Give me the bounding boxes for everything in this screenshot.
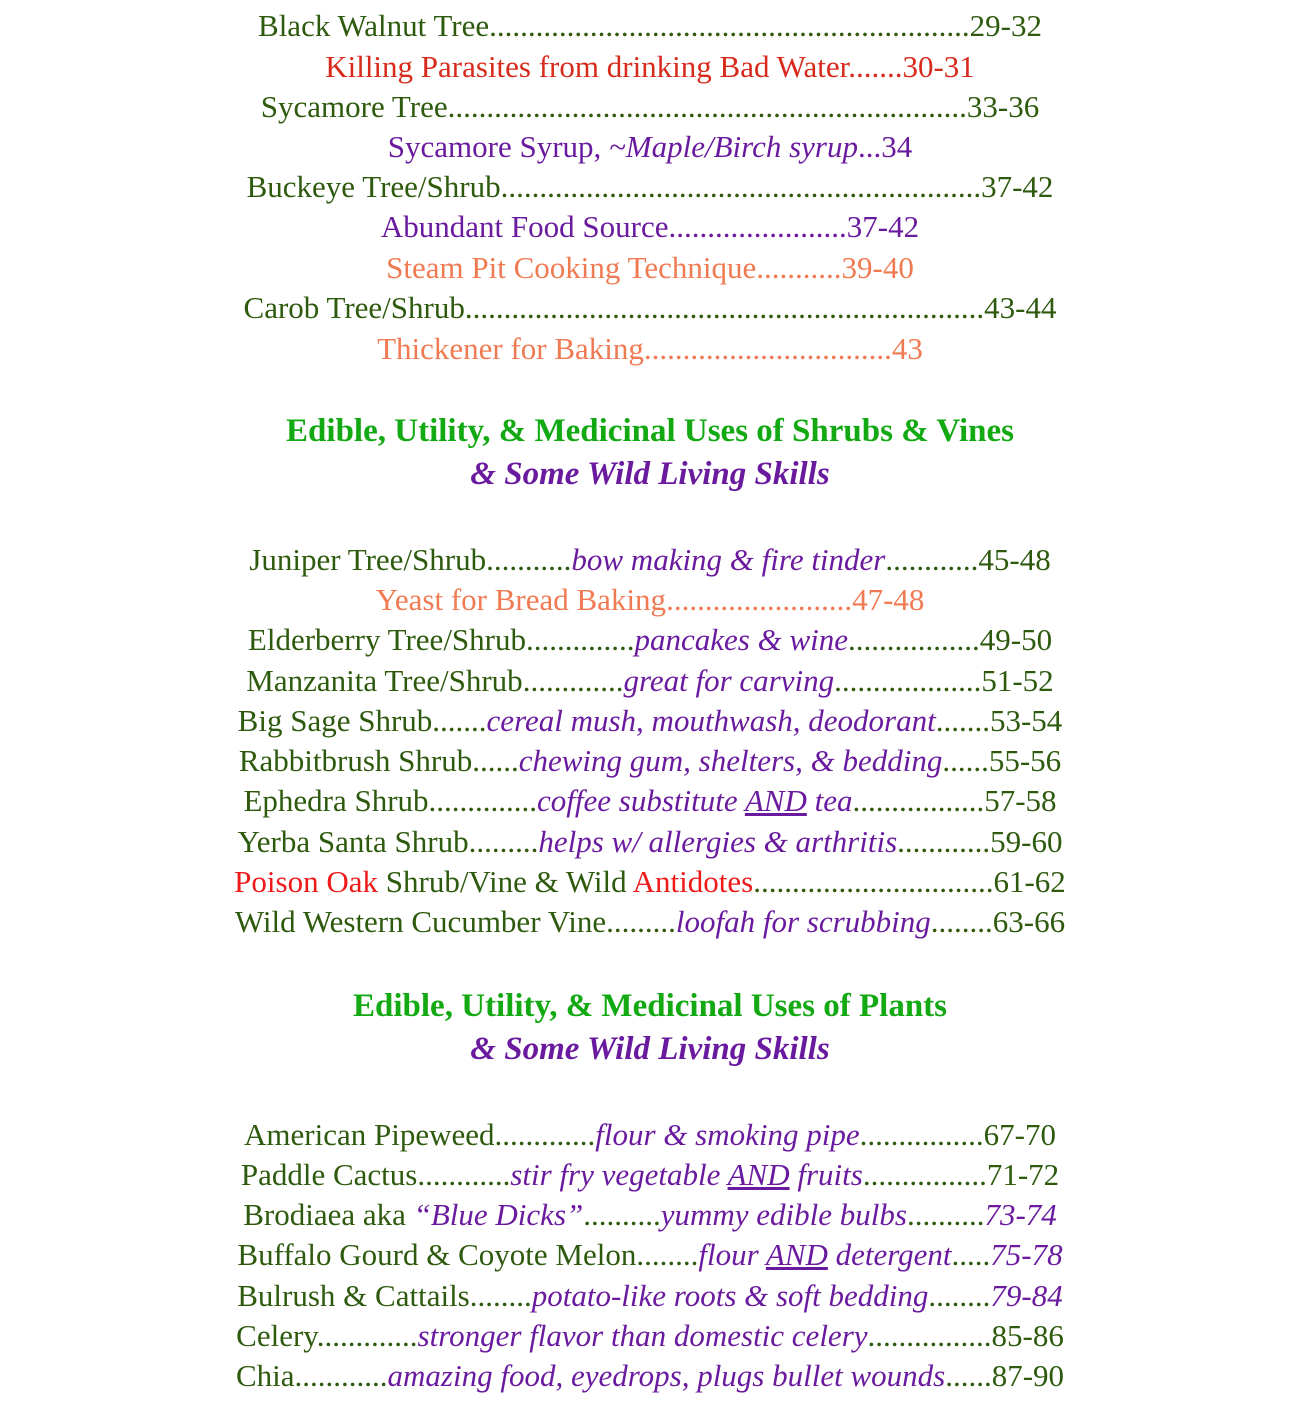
toc-entry-buffalo-gourd: Buffalo Gourd & Coyote Melon........flour AND detergent.....75-78 bbox=[237, 1237, 1063, 1272]
toc-subentry-steam-pit-cooking: Steam Pit Cooking Technique...........39-40 bbox=[386, 250, 914, 285]
toc-subentry-yeast-bread-baking: Yeast for Bread Baking........................47-48 bbox=[375, 582, 925, 617]
toc-entry-sycamore-tree: Sycamore Tree...................................................................33-36 bbox=[260, 89, 1040, 124]
toc-entry-manzanita: Manzanita Tree/Shrub.............great for carving...................51-52 bbox=[246, 663, 1054, 698]
toc-entry-american-pipeweed: American Pipeweed.............flour & smoking pipe................67-70 bbox=[244, 1117, 1056, 1152]
toc-entry-celery: Celery.............stronger flavor than domestic celery................85-86 bbox=[236, 1318, 1064, 1353]
toc-entry-brodiaea: Brodiaea aka “Blue Dicks”..........yummy edible bulbs..........73-74 bbox=[243, 1197, 1057, 1232]
toc-subentry-abundant-food-source: Abundant Food Source.......................37-42 bbox=[380, 209, 920, 244]
toc-entry-poison-oak: Poison Oak Shrub/Vine & Wild Antidotes...............................61-62 bbox=[234, 864, 1066, 899]
toc-entry-paddle-cactus: Paddle Cactus............stir fry vegetable AND fruits................71-72 bbox=[240, 1157, 1060, 1192]
section-subtitle-plants: & Some Wild Living Skills bbox=[470, 1031, 830, 1067]
toc-entry-elderberry: Elderberry Tree/Shrub..............pancakes & wine.................49-50 bbox=[247, 622, 1053, 657]
toc-entry-bulrush-cattails: Bulrush & Cattails........potato-like roots & soft bedding........79-84 bbox=[237, 1278, 1063, 1313]
toc-entry-carob-tree: Carob Tree/Shrub...................................................................43-44 bbox=[243, 290, 1057, 325]
toc-subentry-sycamore-syrup: Sycamore Syrup, ~Maple/Birch syrup...34 bbox=[387, 129, 913, 164]
section-subtitle-shrubs-vines: & Some Wild Living Skills bbox=[470, 456, 830, 492]
toc-entry-ephedra: Ephedra Shrub..............coffee substitute AND tea.................57-58 bbox=[243, 783, 1057, 818]
toc-entry-rabbitbrush: Rabbitbrush Shrub......chewing gum, shelters, & bedding......55-56 bbox=[238, 743, 1062, 778]
toc-entry-juniper: Juniper Tree/Shrub...........bow making & fire tinder............45-48 bbox=[249, 542, 1051, 577]
section-title-shrubs-vines: Edible, Utility, & Medicinal Uses of Shrubs & Vines bbox=[286, 413, 1014, 449]
toc-entry-big-sage: Big Sage Shrub.......cereal mush, mouthwash, deodorant.......53-54 bbox=[237, 703, 1063, 738]
toc-subentry-thickener-for-baking: Thickener for Baking................................43 bbox=[377, 331, 923, 366]
toc-entry-yerba-santa: Yerba Santa Shrub.........helps w/ allergies & arthritis............59-60 bbox=[237, 824, 1063, 859]
toc-entry-black-walnut-tree: Black Walnut Tree..............................................................29-32 bbox=[258, 8, 1042, 43]
toc-entry-chia: Chia............amazing food, eyedrops, plugs bullet wounds......87-90 bbox=[235, 1358, 1065, 1393]
toc-entry-wild-western-cucumber: Wild Western Cucumber Vine.........loofah for scrubbing........63-66 bbox=[234, 904, 1066, 939]
toc-subentry-killing-parasites: Killing Parasites from drinking Bad Water.......30-31 bbox=[325, 49, 975, 84]
toc-entry-buckeye-tree: Buckeye Tree/Shrub..............................................................37-42 bbox=[246, 169, 1054, 204]
section-title-plants: Edible, Utility, & Medicinal Uses of Plants bbox=[353, 988, 947, 1024]
